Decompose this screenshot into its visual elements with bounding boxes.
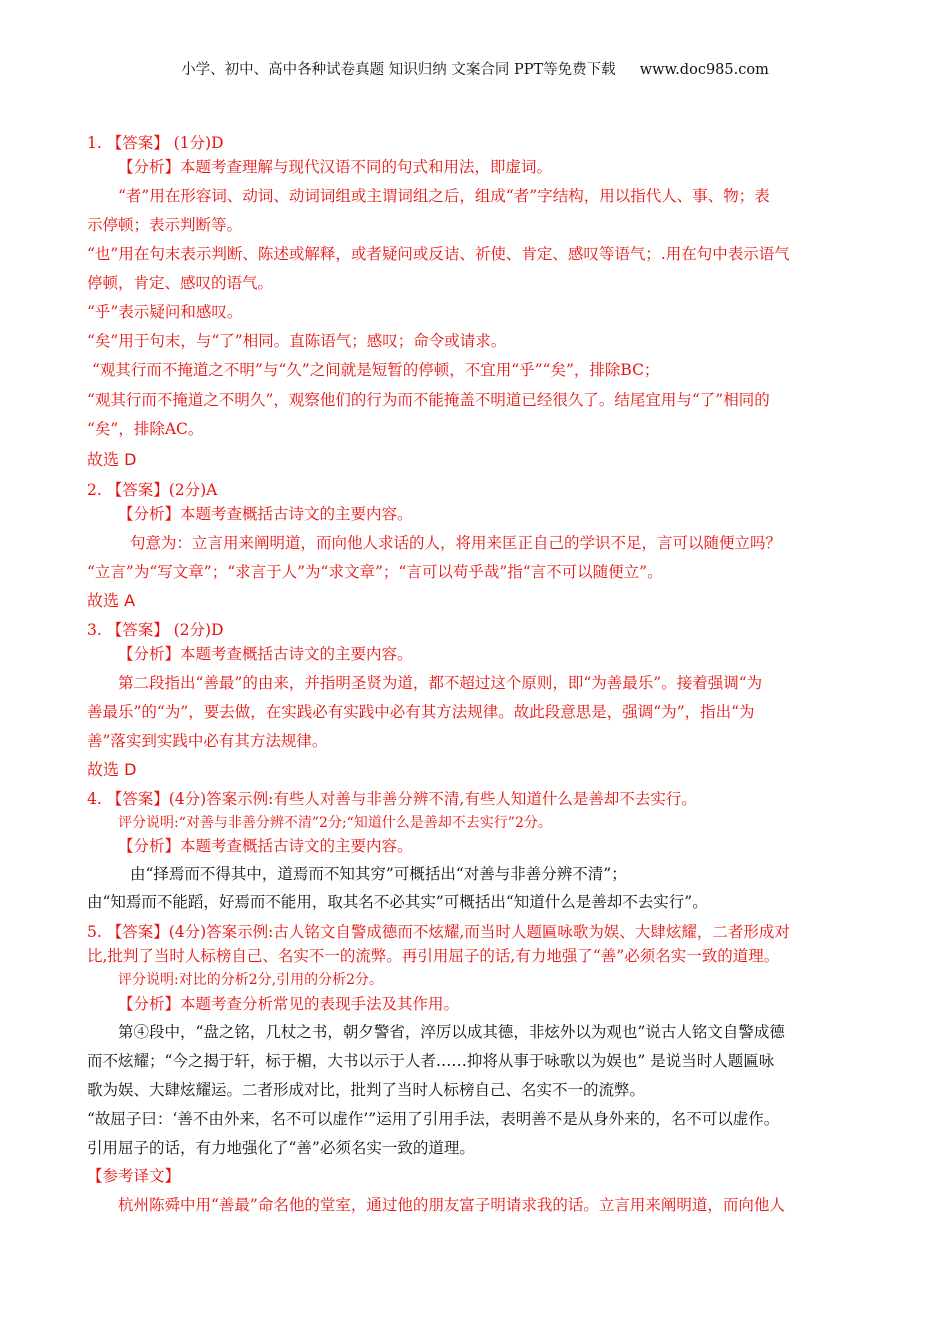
q3-analysis-line: 善最乐”的“为”，要去做，在实践必有实践中必有其方法规律。故此段意思是，强调“为”，指出“为 (87, 703, 755, 721)
q3-analysis-line: 善”落实到实践中必有其方法规律。 (87, 732, 328, 750)
q2-conclusion: 故选 A (87, 591, 136, 610)
q5-answer-cont: 比,批判了当时人标榜自己、名实不一的流弊。再引用屈子的话,有力地强了“善”必须名实一致的道理。 (87, 947, 780, 965)
q2-analysis-line: 句意为：立言用来阐明道，而向他人求话的人，将用来匡正自己的学识不足，言可以随便立吗？ (130, 534, 782, 552)
header-text: 小学、初中、高中各种试卷真题 知识归纳 文案合同 PPT等免费下载 (181, 62, 616, 78)
q4-answer: 4. 【答案】(4分)答案示例:有些人对善与非善分辨不清,有些人知道什么是善却不去实行。 (87, 790, 697, 808)
q5-analysis-line: 歌为娱、大肆炫耀运。二者形成对比，批判了当时人标榜自己、名实不一的流弊。 (87, 1081, 646, 1099)
q3-conclusion: 故选 D (87, 760, 137, 779)
q5-analysis-heading: 【分析】本题考查分析常见的表现手法及其作用。 (118, 995, 460, 1013)
reference-translation-heading: 【参考译文】 (87, 1167, 181, 1185)
q1-analysis-line: “观其行而不掩道之不明”与“久”之间就是短暂的停顿，不宜用“乎”“矣”，排除BC； (92, 361, 660, 379)
q4-analysis-line: 由“知焉而不能蹈，好焉而不能用，取其名不必其实”可概括出“知道什么是善却不去实行”。 (87, 893, 708, 911)
q2-analysis-line: “立言”为“写文章”；“求言于人”为“求文章”；“言可以苟乎哉”指“言不可以随便立”。 (87, 563, 663, 581)
q2-answer: 2. 【答案】(2分)A (87, 481, 218, 499)
reference-translation-line: 杭州陈舜中用“善最”命名他的堂室，通过他的朋友富子明请求我的话。立言用来阐明道，而向他人 (118, 1196, 785, 1214)
q5-analysis-line: 第④段中，“盘之铭，几杖之书，朝夕警省，淬厉以成其德，非炫外以为观也”说古人铭文自警成德 (118, 1023, 785, 1041)
q4-analysis-heading: 【分析】本题考查概括古诗文的主要内容。 (118, 837, 413, 855)
q5-answer: 5. 【答案】(4分)答案示例:古人铭文自警成德而不炫耀,而当时人题匾咏歌为娱、大肆炫耀，二者形成对 (87, 923, 790, 941)
q1-analysis-line: “矣”，排除AC。 (87, 420, 204, 438)
q1-answer: 1. 【答案】 (1分)D (87, 134, 224, 152)
q3-answer: 3. 【答案】 (2分)D (87, 621, 224, 639)
q1-analysis-line: 示停顿；表示判断等。 (87, 216, 243, 234)
q1-conclusion: 故选 D (87, 450, 137, 469)
q1-analysis-line: “也”用在句末表示判断、陈述或解释，或者疑问或反诘、祈使、肯定、感叹等语气；.用在句中表示语气 (87, 245, 790, 263)
page-header (0, 58, 950, 79)
q1-analysis-heading: 【分析】本题考查理解与现代汉语不同的句式和用法，即虚词。 (118, 158, 553, 176)
q1-analysis-line: “矣”用于句末，与“了”相同。直陈语气；感叹；命令或请求。 (87, 332, 507, 350)
q3-analysis-heading: 【分析】本题考查概括古诗文的主要内容。 (118, 645, 413, 663)
q5-scoring-note: 评分说明:对比的分析2分,引用的分析2分。 (118, 972, 383, 988)
q3-analysis-line: 第二段指出“善最”的由来，并指明圣贤为道，都不超过这个原则，即“为善最乐”。接着强调“为 (118, 674, 763, 692)
q2-analysis-heading: 【分析】本题考查概括古诗文的主要内容。 (118, 505, 413, 523)
q5-analysis-line: 引用屈子的话，有力地强化了“善”必须名实一致的道理。 (87, 1139, 475, 1157)
q4-analysis-line: 由“择焉而不得其中，道焉而不知其穷”可概括出“对善与非善分辨不清”； (130, 865, 627, 883)
q1-analysis-line: “观其行而不掩道之不明久”，观察他们的行为而不能掩盖不明道已经很久了。结尾宜用与“了”相同的 (87, 391, 770, 409)
q4-scoring-note: 评分说明:“对善与非善分辨不清”2分;“知道什么是善却不去实行”2分。 (118, 815, 552, 831)
q1-analysis-line: 停顿，肯定、感叹的语气。 (87, 274, 274, 292)
q5-analysis-line: “故屈子曰：‘善不由外来，名不可以虚作’”运用了引用手法，表明善不是从身外来的，名不可以虚作。 (87, 1110, 780, 1128)
q1-analysis-line: “乎”表示疑问和感叹。 (87, 303, 243, 321)
q5-analysis-line: 而不炫耀；“今之揭于轩，标于楣，大书以示于人者……抑将从事于咏歌以为娱也” 是说当时人题匾咏 (87, 1052, 775, 1070)
q1-analysis-line: “者”用在形容词、动词、动词词组或主谓词组之后，组成“者”字结构，用以指代人、事、物；表 (118, 187, 770, 205)
header-site: www.doc985.com (639, 62, 769, 78)
